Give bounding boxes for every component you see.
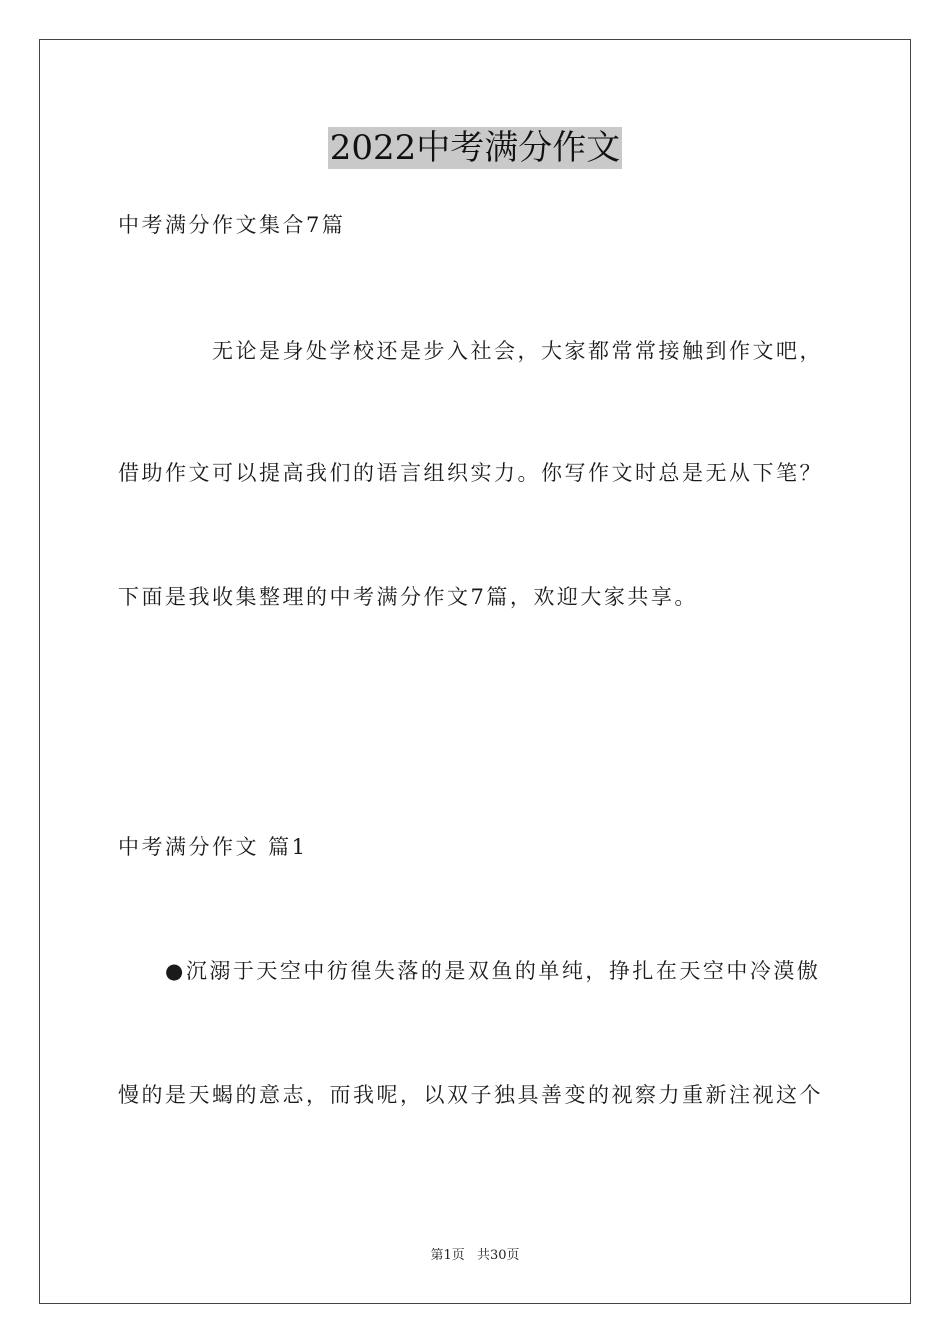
intro-line: 无论是身处学校还是步入社会，大家都常常接触到作文吧， xyxy=(212,339,823,363)
page-footer xyxy=(0,1247,950,1265)
page-number: 第1页 xyxy=(430,1248,465,1263)
body-line: 慢的是天蝎的意志，而我呢，以双子独具善变的视察力重新注视这个 xyxy=(118,1083,823,1107)
document-title: 2022中考满分作文 xyxy=(329,128,621,168)
title-container xyxy=(0,127,950,169)
total-pages: 共30页 xyxy=(476,1248,520,1263)
intro-line: 借助作文可以提高我们的语言组织实力。你写作文时总是无从下笔？ xyxy=(118,461,823,485)
intro-line: 下面是我收集整理的中考满分作文7篇，欢迎大家共享。 xyxy=(118,585,698,609)
body-line: ●沉溺于天空中彷徨失落的是双鱼的单纯，挣扎在天空中冷漠傲 xyxy=(165,959,821,983)
document-subtitle: 中考满分作文集合7篇 xyxy=(118,213,346,237)
section-heading: 中考满分作文 篇1 xyxy=(118,835,308,859)
